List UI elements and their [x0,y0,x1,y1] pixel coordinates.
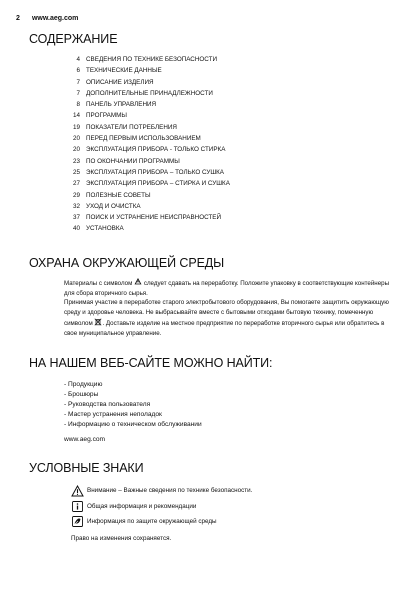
rights-note: Право на изменения сохраняется. [71,535,172,542]
symbol-row-info [70,500,196,513]
toc-item[interactable]: 14 ПРОГРАММЫ [72,112,127,120]
symbol-row-warning [70,484,252,497]
list-item: - Брошюры [64,391,99,398]
toc-item[interactable]: 20 ЭКСПЛУАТАЦИЯ ПРИБОРА - ТОЛЬКО СТИРКА [72,146,226,154]
symbol-text: Внимание – Важные сведения по технике безопасности. [87,487,253,494]
toc-item[interactable]: 4 СВЕДЕНИЯ ПО ТЕХНИКЕ БЕЗОПАСНОСТИ [76,56,218,63]
warning-triangle-icon [70,484,84,497]
toc-item[interactable]: 6 ТЕХНИЧЕСКИЕ ДАННЫЕ [76,67,162,75]
website-title: НА НАШЕМ ВЕБ-САЙТЕ МОЖНО НАЙТИ: [29,356,273,370]
website-list [64,380,202,430]
toc-item[interactable]: 40 УСТАНОВКА [72,225,124,233]
toc-item[interactable]: 8 ПАНЕЛЬ УПРАВЛЕНИЯ [76,101,157,109]
toc-item[interactable]: 7 ОПИСАНИЕ ИЗДЕЛИЯ [76,78,154,86]
recycle-icon [134,278,142,286]
contents-title: СОДЕРЖАНИЕ [29,32,118,46]
toc-item[interactable]: 37 ПОИСК И УСТРАНЕНИЕ НЕИСПРАВНОСТЕЙ [72,214,222,222]
toc-item[interactable]: 27 ЭКСПЛУАТАЦИЯ ПРИБОРА – СТИРКА И СУШКА [72,180,230,188]
toc-item[interactable]: 32 УХОД И ОЧИСТКА [72,202,141,210]
toc-item[interactable]: 20 ПЕРЕД ПЕРВЫМ ИСПОЛЬЗОВАНИЕМ [72,135,201,143]
website-link[interactable]: www.aeg.com [64,436,106,443]
table-of-contents [60,54,340,235]
list-item: - Мастер устранения неполадок [64,411,162,418]
environment-title: ОХРАНА ОКРУЖАЮЩЕЙ СРЕДЫ [29,256,225,270]
symbol-row-environment [70,515,217,528]
toc-item[interactable]: 25 ЭКСПЛУАТАЦИЯ ПРИБОРА – ТОЛЬКО СУШКА [72,168,225,176]
symbol-text: Информация по защите окружающей среды [87,518,217,525]
environment-paragraph-2: Принимая участие в переработке старого электробытового оборудования, Вы помогаете защитить окружающую среду и здоровье человека. Не выбрасывайте вместе с бытовыми отходами бытовую технику, помеченную символом . Доставьте изделие на местное предприятие по переработке вторичного сырья или обратитесь в свое муниципальное управление. [64,299,389,337]
toc-item[interactable]: 29 ПОЛЕЗНЫЕ СОВЕТЫ [72,191,151,199]
symbol-text: Общая информация и рекомендации [87,503,197,510]
list-item: - Продукцию [64,381,103,388]
toc-item[interactable]: 19 ПОКАЗАТЕЛИ ПОТРЕБЛЕНИЯ [72,123,177,131]
page-header [16,15,78,22]
toc-item[interactable]: 23 ПО ОКОНЧАНИИ ПРОГРАММЫ [72,157,180,165]
list-item: - Информацию о техническом обслуживании [64,421,202,428]
site-url[interactable]: www.aeg.com [31,15,79,22]
environment-icon [70,515,84,528]
info-icon [70,500,84,513]
environment-paragraph-1: Материалы с символом следует сдавать на переработку. Положите упаковку в соответствующие контейнеры для сбора вторичного сырья. [64,280,390,297]
toc-item[interactable]: 7 ДОПОЛНИТЕЛЬНЫЕ ПРИНАДЛЕЖНОСТИ [76,89,213,97]
list-item: - Руководства пользователя [64,401,151,408]
page-number: 2 [16,15,20,22]
symbols-title: УСЛОВНЫЕ ЗНАКИ [29,461,144,475]
